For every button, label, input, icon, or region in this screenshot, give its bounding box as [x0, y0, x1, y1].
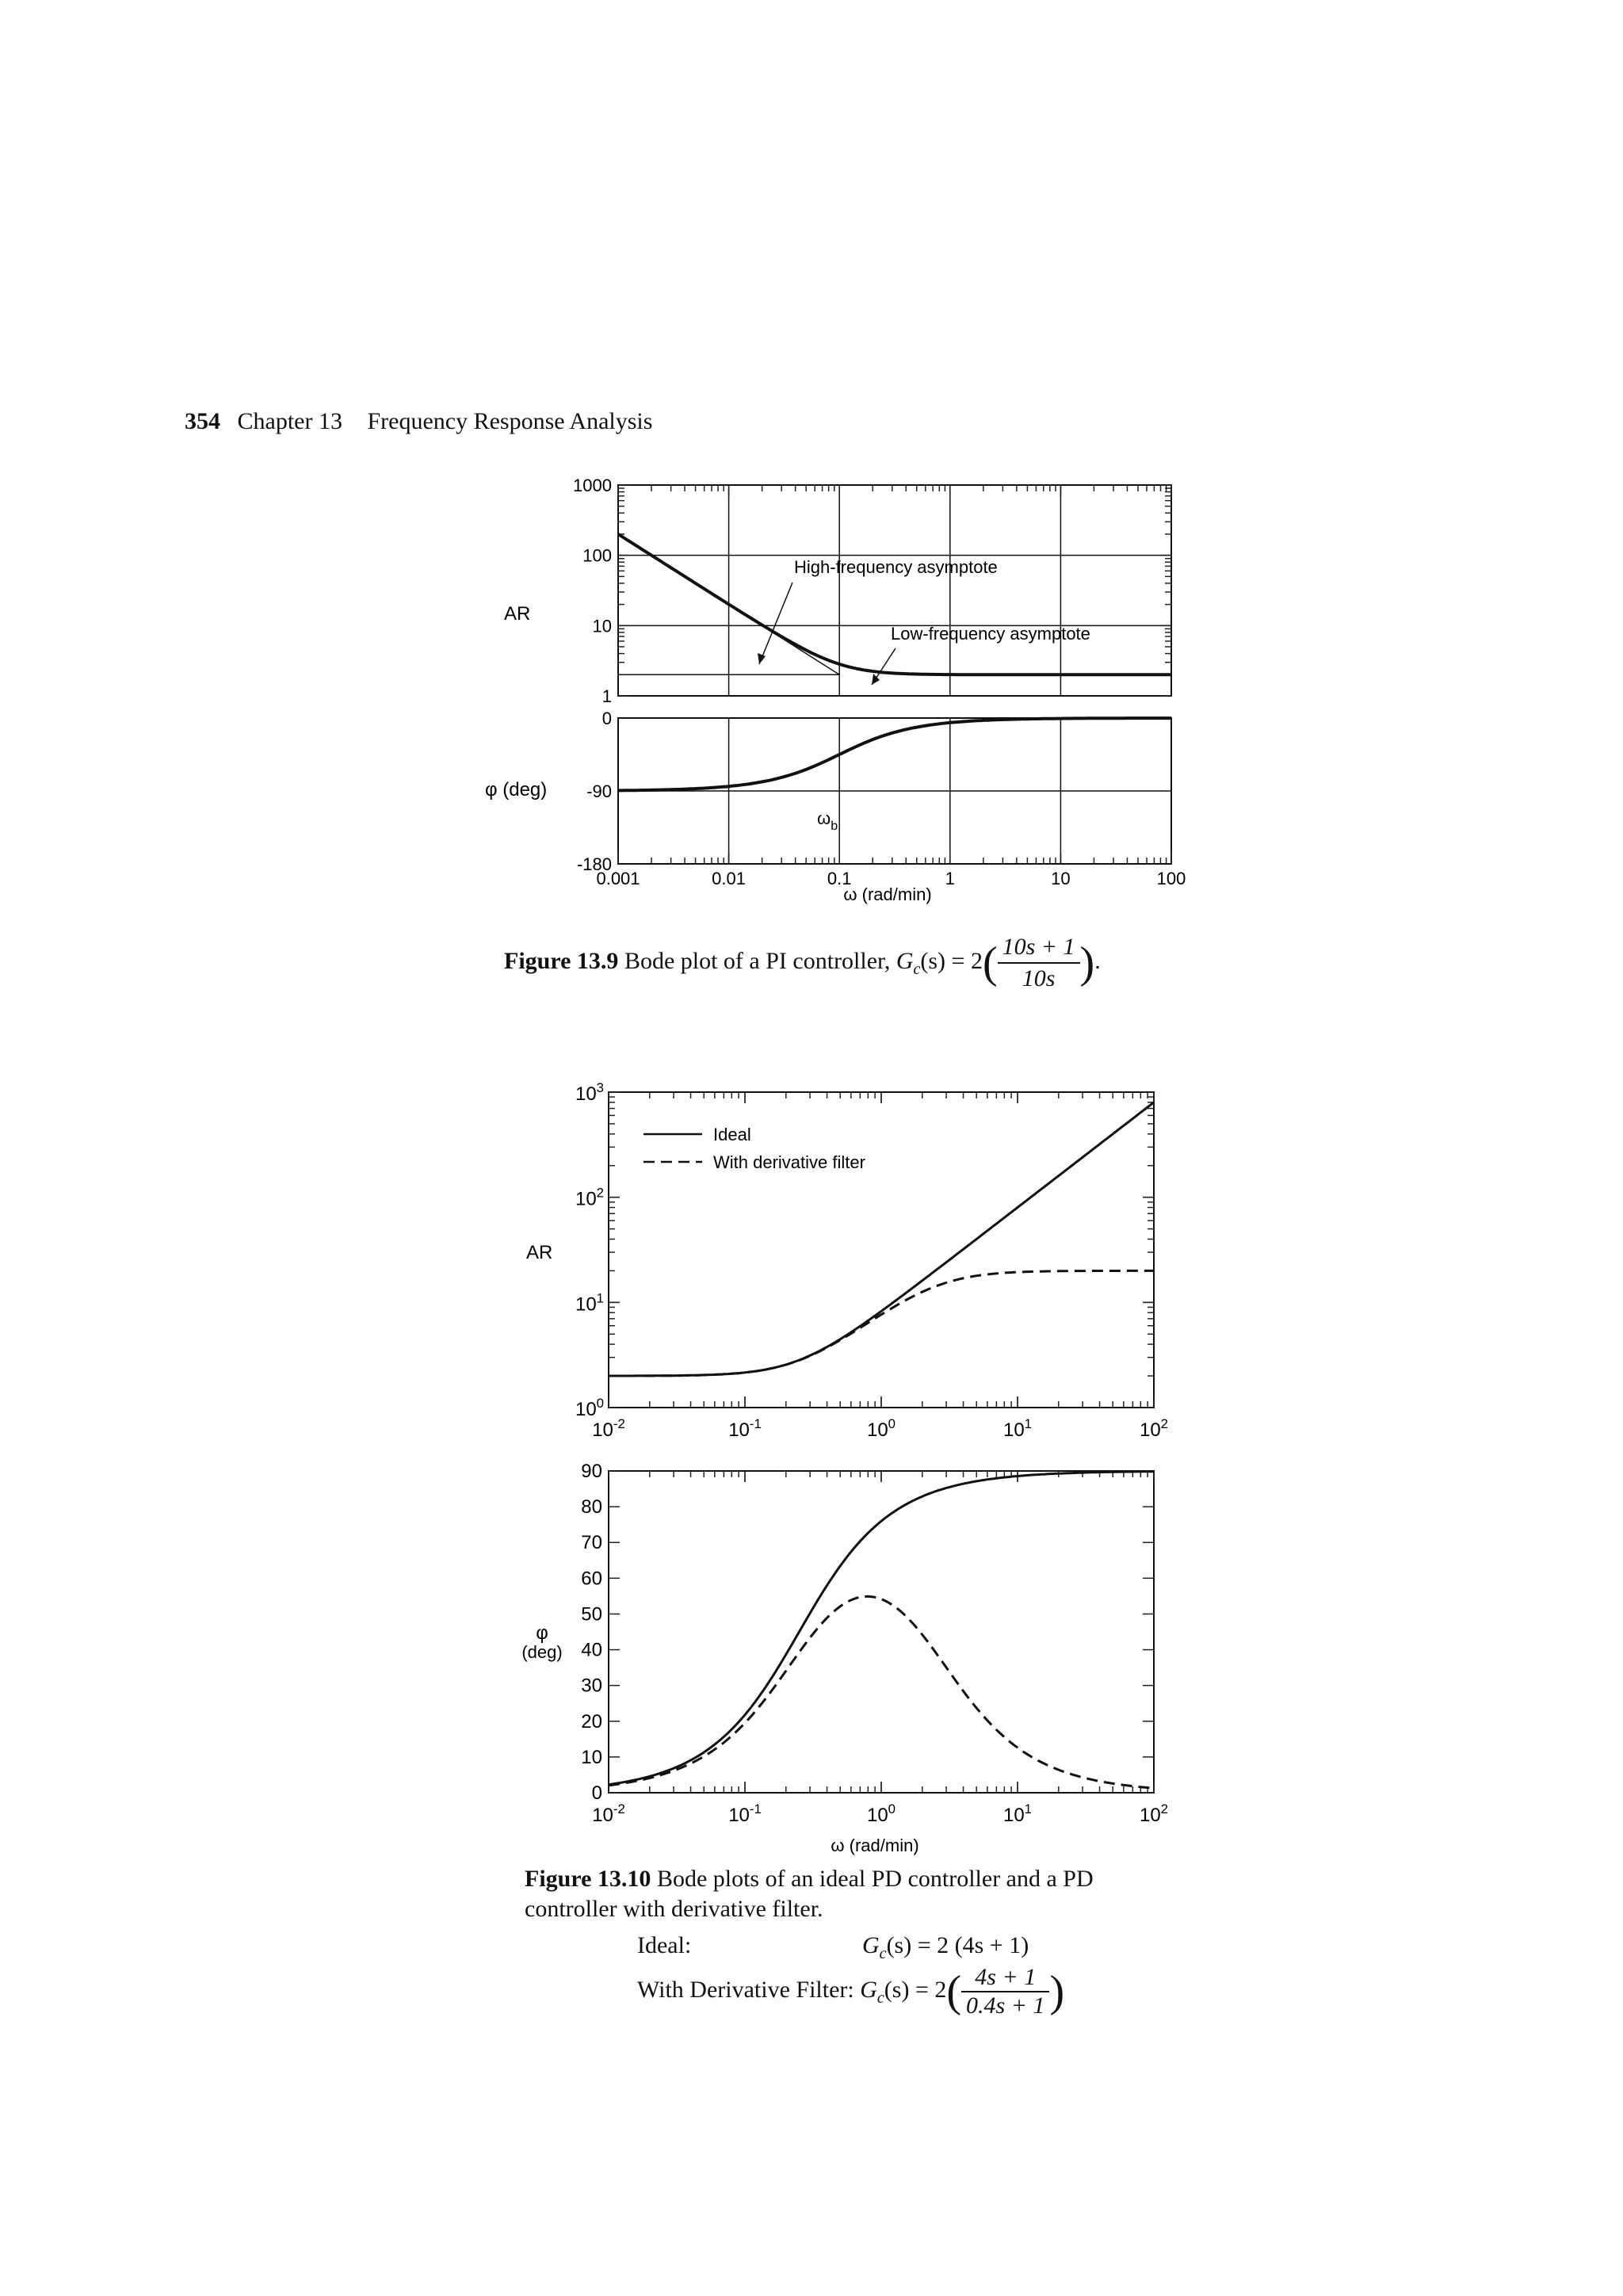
fig9-xtick-label: 100	[1156, 869, 1186, 888]
fig10-phase-ideal-curve	[609, 1472, 1154, 1785]
fig10-ph-xtick-label: $10^0$	[866, 1801, 896, 1826]
filter-eq-fraction	[961, 1964, 1049, 2019]
filter-equation: With Derivative Filter: $G_c(s) = 2$( $\frac{4s + 1}{0.4s + 1}$ )	[637, 1964, 1065, 2019]
fig10-ph-xtick-label: $10^{-2}$	[592, 1801, 625, 1826]
fig10-ph-ytick-label: 40	[581, 1639, 602, 1661]
fig10-label: Figure 13.10	[525, 1866, 651, 1892]
ideal-eq-g: G	[862, 1932, 880, 1958]
filter-eq-g: G	[860, 1976, 877, 2003]
page-number: 354	[185, 408, 220, 434]
fig9-mag-ytick-label: 1000	[573, 476, 612, 495]
fig9-phase-curve	[618, 718, 1171, 790]
fig9-caption-text: Bode plot of a PI controller,	[624, 947, 896, 974]
fig10-ph-ytick-label: 90	[581, 1461, 602, 1482]
annotation-high-frequency: High-frequency asymptote	[794, 557, 998, 577]
fig9-ph-ytick-label: 0	[601, 709, 612, 728]
fig10-mag-xtick-label: $10^2$	[1139, 1416, 1169, 1441]
fig9-mag-frame	[618, 485, 1171, 696]
section-title: Frequency Response Analysis	[367, 408, 653, 434]
omega-b-label: $\omega_b$	[817, 808, 838, 833]
filter-eq-den: 0.4s + 1	[966, 1992, 1045, 2019]
fig9-xtick-label: 1	[945, 869, 955, 888]
fig10-xlabel: ω (rad/min)	[831, 1836, 919, 1855]
fig9-mag-ytick-label: 100	[582, 545, 612, 566]
fig9-tf-num: 10s + 1	[998, 932, 1080, 964]
fig9-ar-label: AR	[504, 603, 531, 625]
fig9-label: Figure 13.9	[504, 947, 619, 974]
fig9-tf-sub: c	[913, 960, 921, 978]
fig10-ph-ytick-label: 60	[581, 1568, 602, 1590]
legend-filter: With derivative filter	[713, 1152, 865, 1172]
fig9-tf-arg: (s) = 2	[920, 947, 983, 974]
filter-eq-label: With Derivative Filter:	[637, 1976, 861, 2003]
fig9-tf-fraction	[998, 932, 1080, 994]
fig9-phase-plot	[577, 709, 1186, 888]
fig10-ph-xtick-label: $10^1$	[1002, 1801, 1033, 1826]
fig9-xtick-label: 0.001	[596, 869, 640, 888]
ideal-eq-rhs: (s) = 2 (4s + 1)	[886, 1932, 1029, 1958]
fig9-xtick-label: 0.1	[827, 869, 852, 888]
fig10-ph-ytick-label: 10	[581, 1746, 602, 1768]
fig10-phi-unit: (deg)	[521, 1642, 563, 1662]
fig9-xtick-label: 0.01	[712, 869, 747, 888]
fig10-mag-ytick-label: $10^1$	[575, 1290, 605, 1316]
fig9-phi-label: φ (deg)	[485, 779, 548, 800]
fig10-mag-xtick-label: $10^{-2}$	[592, 1416, 625, 1441]
fig10-ph-xtick-label: $10^{-1}$	[728, 1801, 762, 1826]
fig10-ph-frame	[609, 1471, 1154, 1793]
fig10-mag-xtick-label: $10^1$	[1002, 1416, 1033, 1441]
fig10-mag-ytick-label: $10^0$	[575, 1396, 605, 1420]
fig10-mag-xtick-label: $10^0$	[866, 1416, 896, 1441]
fig10-ph-ytick-label: 0	[591, 1782, 602, 1804]
fig10-mag-ytick-label: $10^2$	[575, 1185, 605, 1210]
fig10-caption-line1: Bode plots of an ideal PD controller and a PD	[656, 1866, 1094, 1892]
filter-eq-rhs: (s) = 2	[884, 1976, 947, 2003]
fig10-ar-filter-curve	[609, 1270, 1154, 1376]
fig10-ph-ytick-label: 70	[581, 1532, 602, 1554]
fig10-ph-ytick-label: 80	[581, 1496, 602, 1519]
fig9-mag-ytick-label: 1	[601, 686, 612, 706]
fig10-ar-label: AR	[526, 1242, 553, 1263]
fig10-caption-line2: controller with derivative filter.	[525, 1896, 823, 1922]
filter-eq-num: 4s + 1	[961, 1964, 1049, 1992]
fig9-xtick-label: 10	[1051, 869, 1071, 888]
fig9-mag-ytick-label: 10	[592, 616, 612, 636]
ideal-eq-sub: c	[879, 1945, 887, 1962]
fig10-ar-ideal-curve	[609, 1102, 1154, 1376]
fig9-ph-ytick-label: -180	[576, 854, 612, 874]
fig9-caption: Figure 13.9 Bode plot of a PI controller, $G_c(s) = 2$( $\frac{10s + 1}{10s}$ ).	[504, 932, 1101, 994]
fig10-ph-ytick-label: 30	[581, 1675, 602, 1697]
fig10-mag-xtick-label: $10^{-1}$	[728, 1416, 762, 1441]
fig10-caption	[525, 1864, 1127, 1924]
legend-ideal: Ideal	[713, 1125, 751, 1144]
annotation-low-frequency: Low-frequency asymptote	[891, 624, 1090, 644]
fig10-ph-xtick-label: $10^2$	[1139, 1801, 1169, 1826]
fig10-ph-ytick-label: 20	[581, 1710, 602, 1733]
fig9-ph-ytick-label: -90	[586, 781, 612, 801]
fig10-ph-ytick-label: 50	[581, 1603, 602, 1626]
annotation-high-arrow	[759, 583, 792, 664]
fig10-mag-ytick-label: $10^3$	[575, 1080, 605, 1105]
filter-eq-sub: c	[876, 1988, 884, 2007]
fig9-magnitude-plot	[573, 476, 1171, 706]
fig10-phase-plot	[581, 1461, 1168, 1826]
fig9-tf-den: 10s	[1022, 965, 1056, 991]
ideal-equation-label: Ideal:	[637, 1932, 692, 1958]
fig10-phi-label: φ	[536, 1622, 548, 1644]
fig9-xlabel: ω (rad/min)	[843, 884, 932, 904]
chapter-label: Chapter 13	[237, 408, 342, 434]
fig9-tf-g: G	[896, 947, 914, 974]
fig10-mag-frame	[609, 1092, 1154, 1408]
ideal-equation	[862, 1932, 1029, 1963]
annotation-high-arrowhead	[758, 653, 766, 664]
